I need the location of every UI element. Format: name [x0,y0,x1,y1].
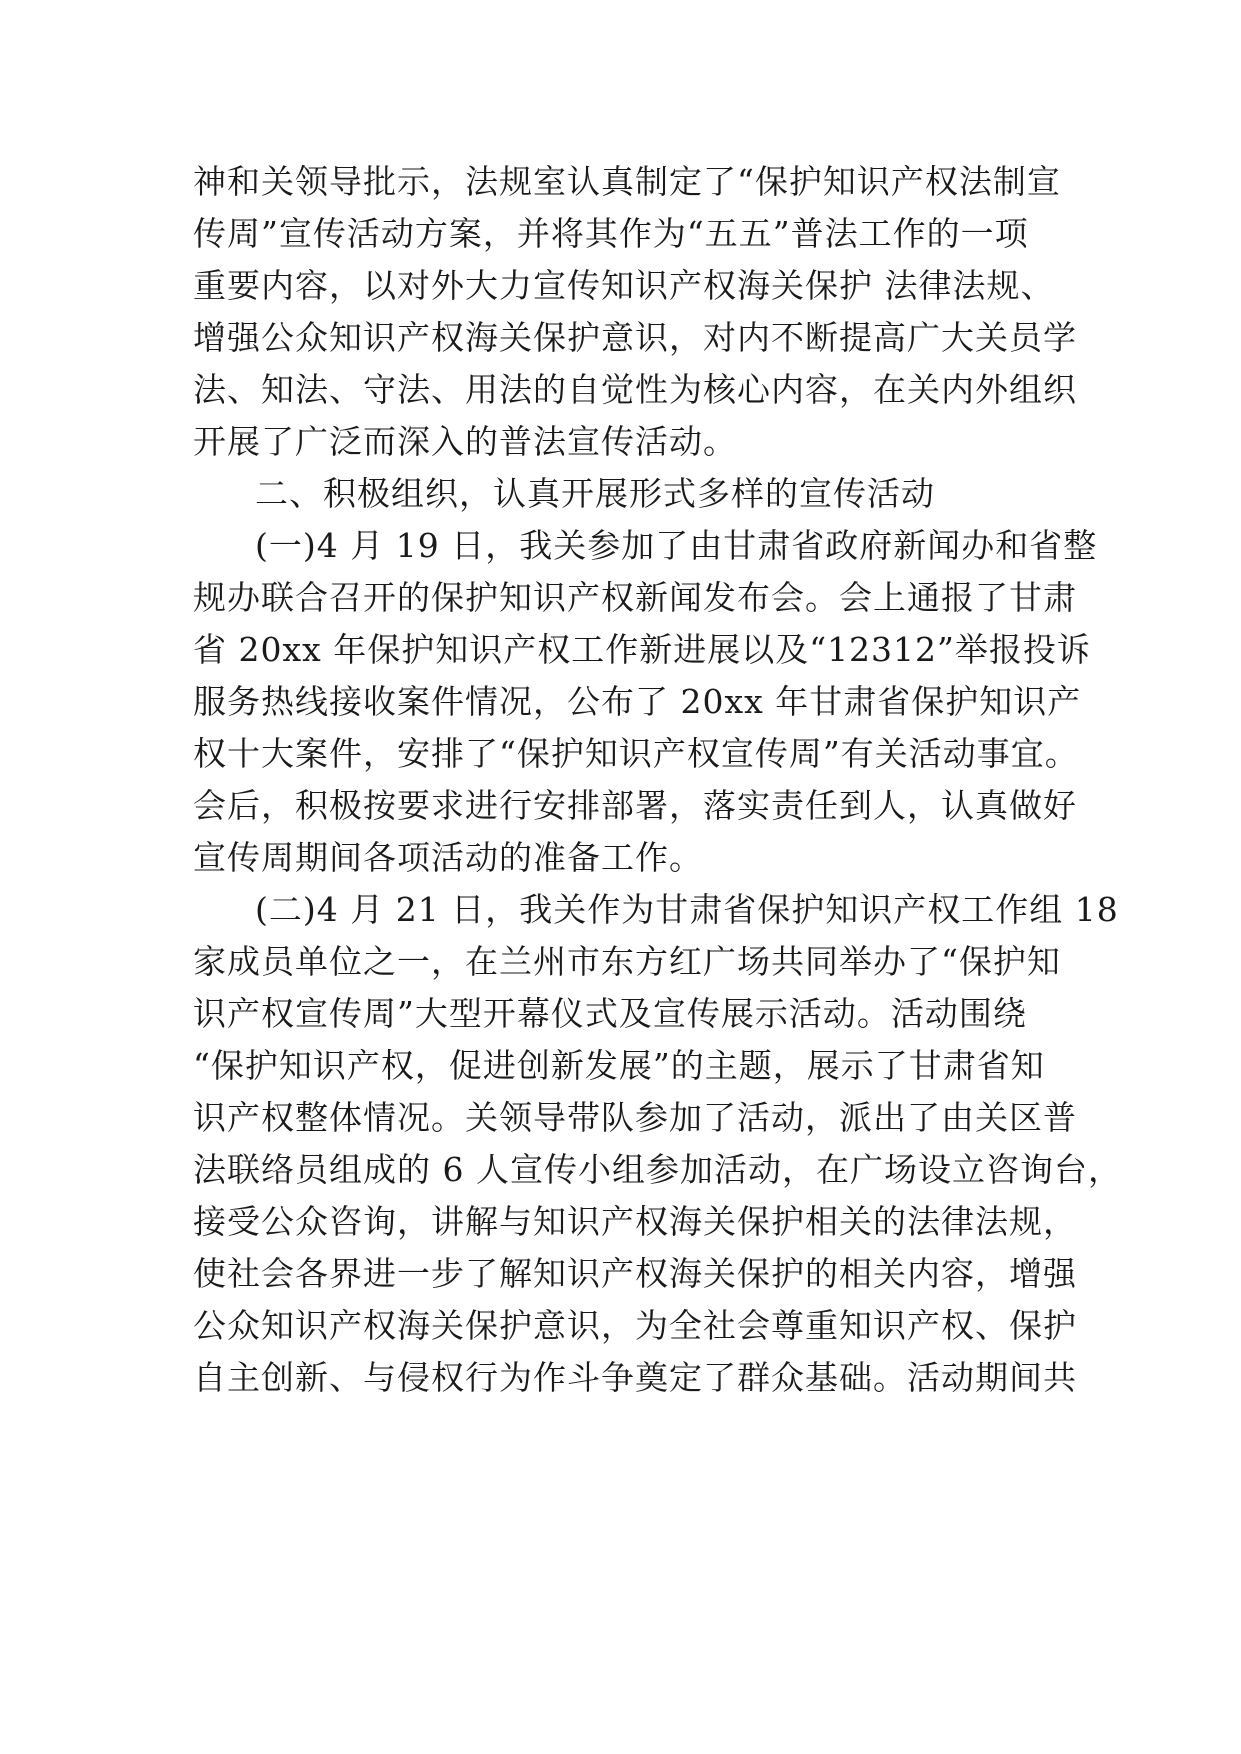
body-line: 权十大案件，安排了“保护知识产权宣传周”有关活动事宜。 [193,734,1079,773]
section-heading: 二、积极组织，认真开展形式多样的宣传活动 [255,474,935,513]
body-line: 传周”宣传活动方案，并将其作为“五五”普法工作的一项 [193,214,1029,253]
body-line: 公众知识产权海关保护意识，为全社会尊重知识产权、保护 [193,1306,1077,1345]
body-line: 开展了广泛而深入的普法宣传活动。 [193,422,737,461]
body-line: 重要内容，以对外大力宣传知识产权海关保护 法律法规、 [193,266,1055,305]
body-line: 服务热线接收案件情况，公布了 20xx 年甘肃省保护知识产 [193,682,1082,721]
body-line: 神和关领导批示，法规室认真制定了“保护知识产权法制宣 [193,162,1061,201]
body-line: 会后，积极按要求进行安排部署，落实责任到人，认真做好 [193,786,1077,825]
body-line: 增强公众知识产权海关保护意识，对内不断提高广大关员学 [193,318,1077,357]
body-line: 接受公众咨询，讲解与知识产权海关保护相关的法律法规， [193,1202,1077,1241]
body-line: 省 20xx 年保护知识产权工作新进展以及“12312”举报投诉 [193,630,1091,669]
body-line: 自主创新、与侵权行为作斗争奠定了群众基础。活动期间共 [193,1358,1077,1397]
body-line: “保护知识产权，促进创新发展”的主题，展示了甘肃省知 [193,1046,1045,1085]
paragraph-first-line: (一)4 月 19 日，我关参加了由甘肃省政府新闻办和省整 [255,526,1098,565]
body-line: 宣传周期间各项活动的准备工作。 [193,838,703,877]
document-body [193,156,1122,1404]
body-line: 识产权宣传周”大型开幕仪式及宣传展示活动。活动围绕 [193,994,1027,1033]
body-line: 法联络员组成的 6 人宣传小组参加活动，在广场设立咨询台， [193,1150,1122,1189]
paragraph-first-line: (二)4 月 21 日，我关作为甘肃省保护知识产权工作组 18 [255,890,1119,929]
body-line: 规办联合召开的保护知识产权新闻发布会。会上通报了甘肃 [193,578,1077,617]
body-line: 识产权整体情况。关领导带队参加了活动，派出了由关区普 [193,1098,1077,1137]
body-line: 法、知法、守法、用法的自觉性为核心内容，在关内外组织 [193,370,1077,409]
body-line: 家成员单位之一，在兰州市东方红广场共同举办了“保护知 [193,942,1061,981]
body-line: 使社会各界进一步了解知识产权海关保护的相关内容，增强 [193,1254,1077,1293]
